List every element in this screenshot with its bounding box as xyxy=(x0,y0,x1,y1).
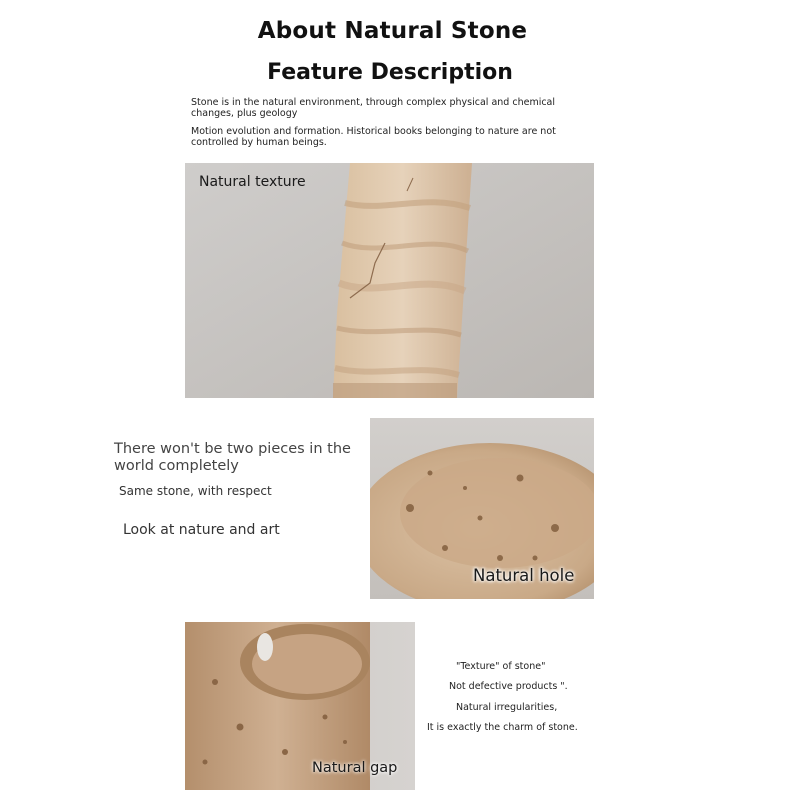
natural-irregularities-line: Natural irregularities, xyxy=(456,702,558,713)
page-title: About Natural Stone xyxy=(257,18,528,44)
travertine-block-image xyxy=(185,163,594,398)
stone-texture-line: "Texture" of stone" xyxy=(456,661,546,672)
natural-gap-label: Natural gap xyxy=(312,760,398,776)
charm-of-stone-line: It is exactly the charm of stone. xyxy=(427,722,578,733)
natural-hole-photo xyxy=(370,418,594,599)
uniqueness-heading: There won't be two pieces in the world completely xyxy=(114,441,351,474)
uniqueness-subline: Same stone, with respect xyxy=(119,484,272,498)
natural-hole-label: Natural hole xyxy=(473,566,575,585)
intro-paragraph-2: Motion evolution and formation. Historical books belonging to nature are not controlled by human beings. xyxy=(191,126,556,148)
section-subtitle: Feature Description xyxy=(267,60,513,85)
nature-art-note: Look at nature and art xyxy=(123,522,280,538)
not-defective-line: Not defective products ". xyxy=(449,681,568,692)
natural-gap-photo xyxy=(185,622,415,790)
natural-texture-photo xyxy=(185,163,594,398)
intro-paragraph-1: Stone is in the natural environment, through complex physical and chemical changes, plus geology xyxy=(191,97,556,119)
natural-texture-label: Natural texture xyxy=(199,174,306,190)
